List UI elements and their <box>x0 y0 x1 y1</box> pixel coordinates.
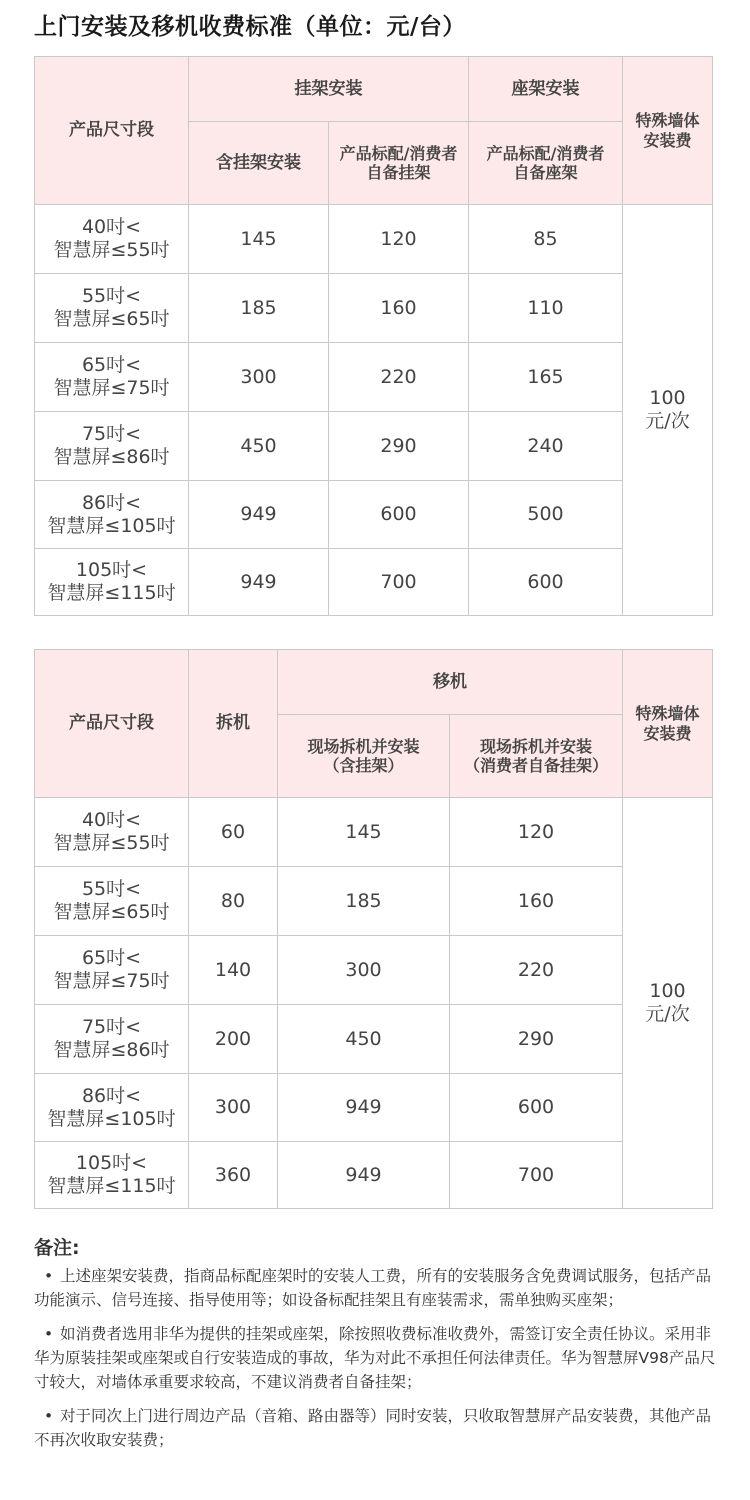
standard-wall-price: 220 <box>329 343 469 412</box>
dismantle-price: 300 <box>189 1074 278 1142</box>
special-wall-header <box>623 650 713 798</box>
dismantle-price: 80 <box>189 867 278 936</box>
special-wall-fee-amount: 100 <box>649 387 686 410</box>
relocate-own-bracket-price: 120 <box>450 798 623 867</box>
notes-section <box>34 1233 718 1462</box>
standard-seat-price: 165 <box>469 343 623 412</box>
size-range-cell <box>35 481 189 549</box>
size-range-line: 智慧屏≤86吋 <box>53 1039 170 1061</box>
size-range-line: 55吋< <box>81 285 142 308</box>
dismantle-header: 拆机 <box>189 650 278 798</box>
relocate-with-bracket-price: 185 <box>278 867 450 936</box>
table-row <box>35 1074 713 1142</box>
size-range-line: 智慧屏≤65吋 <box>53 901 170 923</box>
standard-wall-bracket-header-line: 产品标配/消费者 <box>339 143 458 163</box>
standard-seat-price: 600 <box>469 549 623 616</box>
notes-title: 备注: <box>34 1237 80 1259</box>
note-item <box>34 1322 718 1394</box>
size-range-line: 智慧屏≤55吋 <box>53 832 170 854</box>
size-range-cell <box>35 549 189 616</box>
size-range-line: 智慧屏≤75吋 <box>53 970 170 992</box>
size-range-cell <box>35 205 189 274</box>
with-bracket-price: 145 <box>189 205 329 274</box>
size-range-line: 智慧屏≤105吋 <box>47 514 176 537</box>
with-bracket-price: 185 <box>189 274 329 343</box>
standard-seat-price: 85 <box>469 205 623 274</box>
relocate-with-bracket-header <box>278 715 450 798</box>
special-wall-header-line: 特殊墙体 <box>635 704 700 724</box>
page-title: 上门安装及移机收费标准（单位：元/台） <box>34 14 466 40</box>
bullet-icon: • <box>44 1407 54 1425</box>
standard-seat-price: 500 <box>469 481 623 549</box>
table-row <box>35 1142 713 1209</box>
size-range-line: 智慧屏≤105吋 <box>47 1107 176 1130</box>
size-range-line: 75吋< <box>81 423 142 446</box>
with-bracket-price: 300 <box>189 343 329 412</box>
size-range-cell <box>35 1142 189 1209</box>
standard-wall-bracket-header-line: 自备挂架 <box>366 163 431 182</box>
note-item <box>34 1404 718 1452</box>
standard-seat-price: 240 <box>469 412 623 481</box>
size-range-cell <box>35 798 189 867</box>
note-text: 上述座架安装费，指商品标配座架时的安装人工费，所有的安装服务含免费调试服务，包括产品功能演示、信号连接、指导使用等；如设备标配挂架且有座装需求，需单独购买座架； <box>34 1267 712 1309</box>
table-row <box>35 412 713 481</box>
table-row <box>35 798 713 867</box>
note-item <box>34 1264 718 1312</box>
size-range-cell <box>35 412 189 481</box>
size-range-line: 智慧屏≤65吋 <box>53 308 170 330</box>
relocate-with-bracket-price: 145 <box>278 798 450 867</box>
relocate-with-bracket-price: 949 <box>278 1074 450 1142</box>
relocate-with-bracket-header-line: 现场拆机并安装 <box>307 736 420 756</box>
standard-wall-price: 120 <box>329 205 469 274</box>
relocate-own-bracket-price: 600 <box>450 1074 623 1142</box>
with-bracket-price: 949 <box>189 549 329 616</box>
size-range-cell <box>35 936 189 1005</box>
dismantle-price: 360 <box>189 1142 278 1209</box>
relocate-own-bracket-price: 220 <box>450 936 623 1005</box>
size-range-line: 86吋< <box>81 491 142 514</box>
size-range-cell <box>35 1005 189 1074</box>
special-wall-fee-unit: 元/次 <box>645 410 690 432</box>
relocate-with-bracket-price: 450 <box>278 1005 450 1074</box>
special-wall-header-line: 特殊墙体 <box>635 111 700 131</box>
size-range-line: 105吋< <box>75 559 148 582</box>
relocate-header: 移机 <box>278 650 623 715</box>
with-bracket-price: 949 <box>189 481 329 549</box>
size-range-line: 75吋< <box>81 1016 142 1039</box>
dismantle-price: 200 <box>189 1005 278 1074</box>
special-wall-fee <box>623 205 713 616</box>
relocate-own-bracket-price: 160 <box>450 867 623 936</box>
size-range-line: 智慧屏≤115吋 <box>47 1175 176 1197</box>
standard-wall-price: 290 <box>329 412 469 481</box>
standard-wall-price: 600 <box>329 481 469 549</box>
special-wall-fee <box>623 798 713 1209</box>
standard-wall-bracket-header <box>329 122 469 205</box>
relocate-own-bracket-price: 700 <box>450 1142 623 1209</box>
special-wall-header-line: 安装费 <box>643 723 692 743</box>
bullet-icon: • <box>44 1325 54 1343</box>
table-row <box>35 1005 713 1074</box>
table-row <box>35 481 713 549</box>
size-range-line: 105吋< <box>75 1152 148 1175</box>
relocate-own-bracket-header <box>450 715 623 798</box>
size-range-line: 55吋< <box>81 878 142 901</box>
relocate-own-bracket-price: 290 <box>450 1005 623 1074</box>
wall-mount-header: 挂架安装 <box>189 57 469 122</box>
size-range-cell <box>35 343 189 412</box>
standard-seat-bracket-header-line: 产品标配/消费者 <box>486 143 605 163</box>
relocate-with-bracket-header-line: （含挂架） <box>323 756 404 775</box>
size-range-header: 产品尺寸段 <box>35 650 189 798</box>
table-row <box>35 205 713 274</box>
dismantle-price: 60 <box>189 798 278 867</box>
standard-wall-price: 160 <box>329 274 469 343</box>
size-range-header: 产品尺寸段 <box>35 57 189 205</box>
size-range-cell <box>35 1074 189 1142</box>
note-text: 如消费者选用非华为提供的挂架或座架，除按照收费标准收费外，需签订安全责任协议。采用非华为原装挂架或座架或自行安装造成的事故，华为对此不承担任何法律责任。华为智慧屏V98产品尺寸较大，对墙体承重要求较高，不建议消费者自备挂架； <box>34 1325 716 1391</box>
special-wall-header-line: 安装费 <box>643 130 692 150</box>
table-row <box>35 936 713 1005</box>
standard-seat-bracket-header-line: 自备座架 <box>513 163 578 182</box>
table-row <box>35 549 713 616</box>
size-range-line: 65吋< <box>81 354 142 377</box>
note-text: 对于同次上门进行周边产品（音箱、路由器等）同时安装，只收取智慧屏产品安装费，其他产品不再次收取安装费； <box>34 1407 712 1449</box>
size-range-line: 智慧屏≤55吋 <box>53 239 170 261</box>
relocate-own-bracket-header-line: 现场拆机并安装 <box>479 736 592 756</box>
relocation-fee-table <box>34 649 713 1209</box>
with-bracket-price: 450 <box>189 412 329 481</box>
standard-seat-price: 110 <box>469 274 623 343</box>
size-range-cell <box>35 867 189 936</box>
table-row <box>35 867 713 936</box>
bullet-icon: • <box>44 1267 54 1285</box>
size-range-line: 86吋< <box>81 1084 142 1107</box>
size-range-line: 40吋< <box>81 216 142 239</box>
relocate-with-bracket-price: 300 <box>278 936 450 1005</box>
standard-wall-price: 700 <box>329 549 469 616</box>
size-range-cell <box>35 274 189 343</box>
size-range-line: 智慧屏≤86吋 <box>53 446 170 468</box>
with-bracket-header: 含挂架安装 <box>189 122 329 205</box>
table-row <box>35 343 713 412</box>
size-range-line: 65吋< <box>81 947 142 970</box>
dismantle-price: 140 <box>189 936 278 1005</box>
size-range-line: 智慧屏≤75吋 <box>53 377 170 399</box>
size-range-line: 智慧屏≤115吋 <box>47 582 176 604</box>
relocate-own-bracket-header-line: （消费者自备挂架） <box>463 756 608 775</box>
special-wall-fee-unit: 元/次 <box>645 1003 690 1025</box>
installation-fee-table <box>34 56 713 616</box>
relocate-with-bracket-price: 949 <box>278 1142 450 1209</box>
special-wall-fee-amount: 100 <box>649 980 686 1003</box>
seat-mount-header: 座架安装 <box>469 57 623 122</box>
size-range-line: 40吋< <box>81 809 142 832</box>
standard-seat-bracket-header <box>469 122 623 205</box>
special-wall-header <box>623 57 713 205</box>
table-row <box>35 274 713 343</box>
